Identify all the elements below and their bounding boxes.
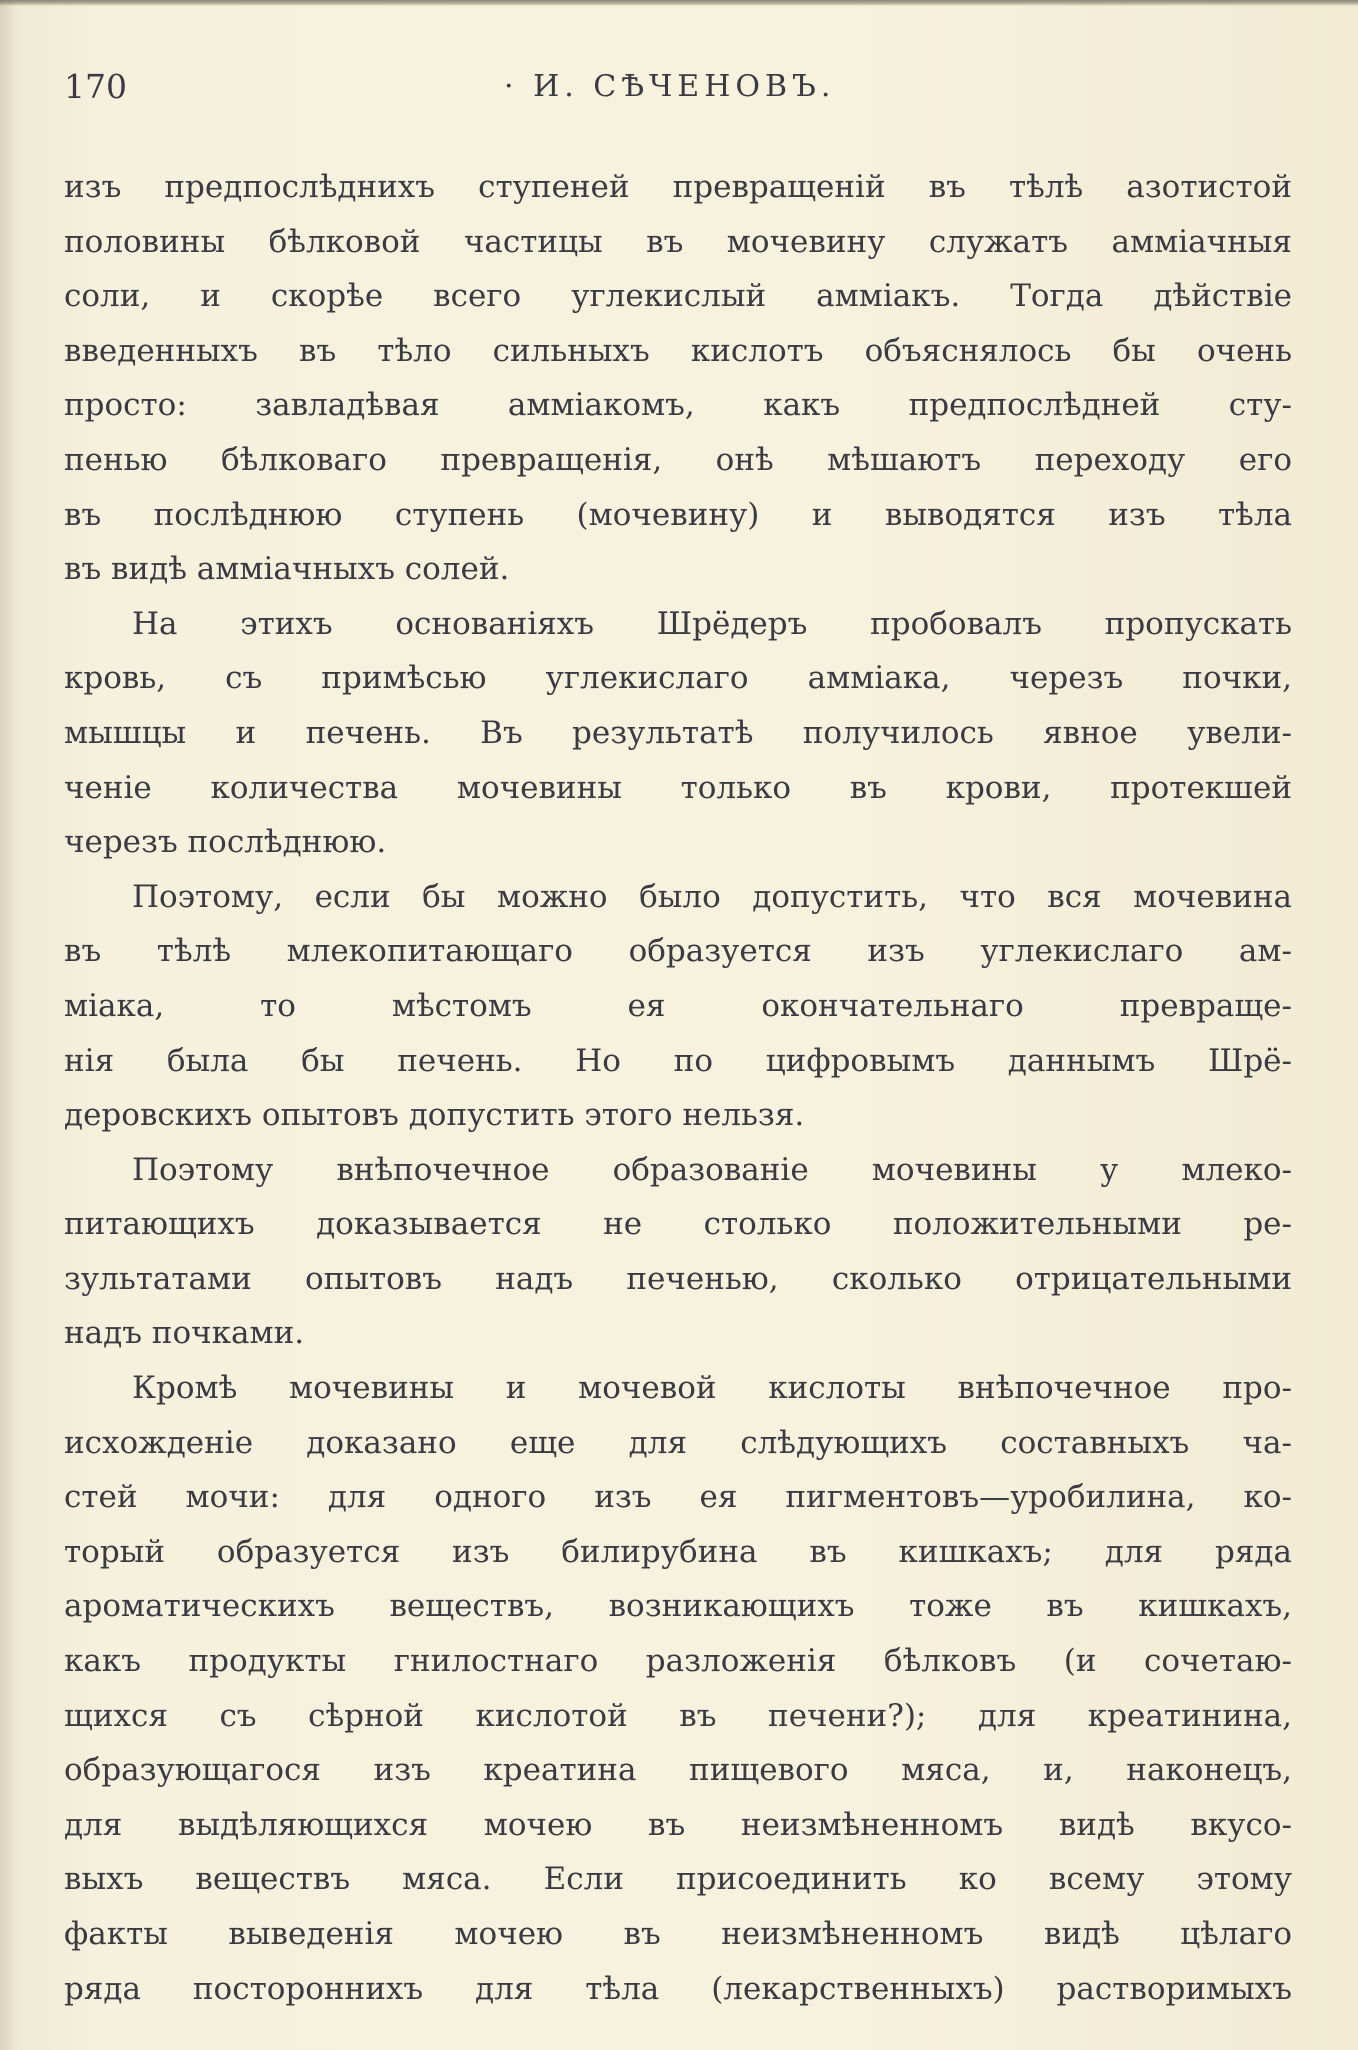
body-text bbox=[64, 160, 1292, 2016]
text-line: въ видѣ амміачныхъ солей. bbox=[64, 551, 510, 588]
text-line: соли, и скорѣе всего углекислый амміакъ. Тогда дѣйствіе bbox=[64, 278, 1292, 315]
text-line: для выдѣляющихся мочею въ неизмѣненномъ видѣ вкусо- bbox=[64, 1806, 1292, 1843]
text-line: ароматическихъ веществъ, возникающихъ тоже въ кишкахъ, bbox=[64, 1588, 1292, 1625]
binding-shadow bbox=[0, 0, 18, 2050]
text-line: Поэтому внѣпочечное образованіе мочевины у млеко- bbox=[132, 1151, 1292, 1188]
text-line: Поэтому, если бы можно было допустить, что вся мочевина bbox=[132, 878, 1292, 915]
text-line: черезъ послѣднюю. bbox=[64, 824, 387, 861]
text-line: въ тѣлѣ млекопитающаго образуется изъ углекислаго ам- bbox=[64, 933, 1292, 970]
text-line: щихся съ сѣрной кислотой въ печени?); для креатинина, bbox=[64, 1697, 1292, 1734]
text-line: На этихъ основаніяхъ Шрёдеръ пробовалъ пропускать bbox=[132, 605, 1292, 642]
text-line: просто: завладѣвая амміакомъ, какъ предпослѣдней сту- bbox=[64, 387, 1292, 424]
page-top-edge bbox=[0, 0, 1358, 6]
page-number: 170 bbox=[64, 67, 127, 106]
text-line: торый образуется изъ билирубина въ кишкахъ; для ряда bbox=[64, 1533, 1292, 1570]
text-line: міака, то мѣстомъ ея окончательнаго превраще- bbox=[64, 987, 1292, 1024]
text-line: мышцы и печень. Въ результатѣ получилось явное увели- bbox=[64, 714, 1292, 751]
text-line: пенью бѣлковаго превращенія, онѣ мѣшаютъ переходу его bbox=[64, 441, 1292, 478]
text-line: нія была бы печень. Но по цифровымъ даннымъ Шрё- bbox=[64, 1042, 1292, 1079]
text-line: изъ предпослѣднихъ ступеней превращеній въ тѣлѣ азотистой bbox=[64, 169, 1292, 205]
text-line: ряда постороннихъ для тѣла (лекарственныхъ) растворимыхъ bbox=[64, 1970, 1292, 2007]
text-line: половины бѣлковой частицы въ мочевину служатъ амміачныя bbox=[64, 223, 1292, 260]
text-line: питающихъ доказывается не столько положительными ре- bbox=[64, 1206, 1292, 1243]
text-line: въ послѣднюю ступень (мочевину) и выводятся изъ тѣла bbox=[64, 496, 1292, 533]
text-line: ченіе количества мочевины только въ крови, протекшей bbox=[64, 769, 1292, 806]
text-line: какъ продукты гнилостнаго разложенія бѣлковъ (и сочетаю- bbox=[64, 1643, 1292, 1680]
text-line: выхъ веществъ мяса. Если присоединить ко всему этому bbox=[64, 1861, 1292, 1898]
text-line: деровскихъ опытовъ допустить этого нельзя. bbox=[64, 1097, 805, 1134]
text-line: зультатами опытовъ надъ печенью, сколько отрицательными bbox=[64, 1260, 1292, 1297]
text-line: надъ почками. bbox=[64, 1315, 305, 1352]
text-line: образующагося изъ креатина пищевого мяса, и, наконецъ, bbox=[64, 1752, 1292, 1789]
page-header bbox=[64, 62, 1292, 112]
text-line: Кромѣ мочевины и мочевой кислоты внѣпочечное про- bbox=[132, 1370, 1292, 1407]
text-line: исхожденіе доказано еще для слѣдующихъ составныхъ ча- bbox=[64, 1424, 1292, 1461]
text-line: кровь, съ примѣсью углекислаго амміака, черезъ почки, bbox=[64, 660, 1292, 697]
running-head: · И. СѢЧЕНОВЪ. bbox=[504, 69, 836, 104]
text-line: стей мочи: для одного изъ ея пигментовъ—уробилина, ко- bbox=[64, 1479, 1292, 1516]
text-line: введенныхъ въ тѣло сильныхъ кислотъ объяснялось бы очень bbox=[64, 332, 1292, 369]
text-line: факты выведенія мочею въ неизмѣненномъ видѣ цѣлаго bbox=[64, 1916, 1292, 1952]
